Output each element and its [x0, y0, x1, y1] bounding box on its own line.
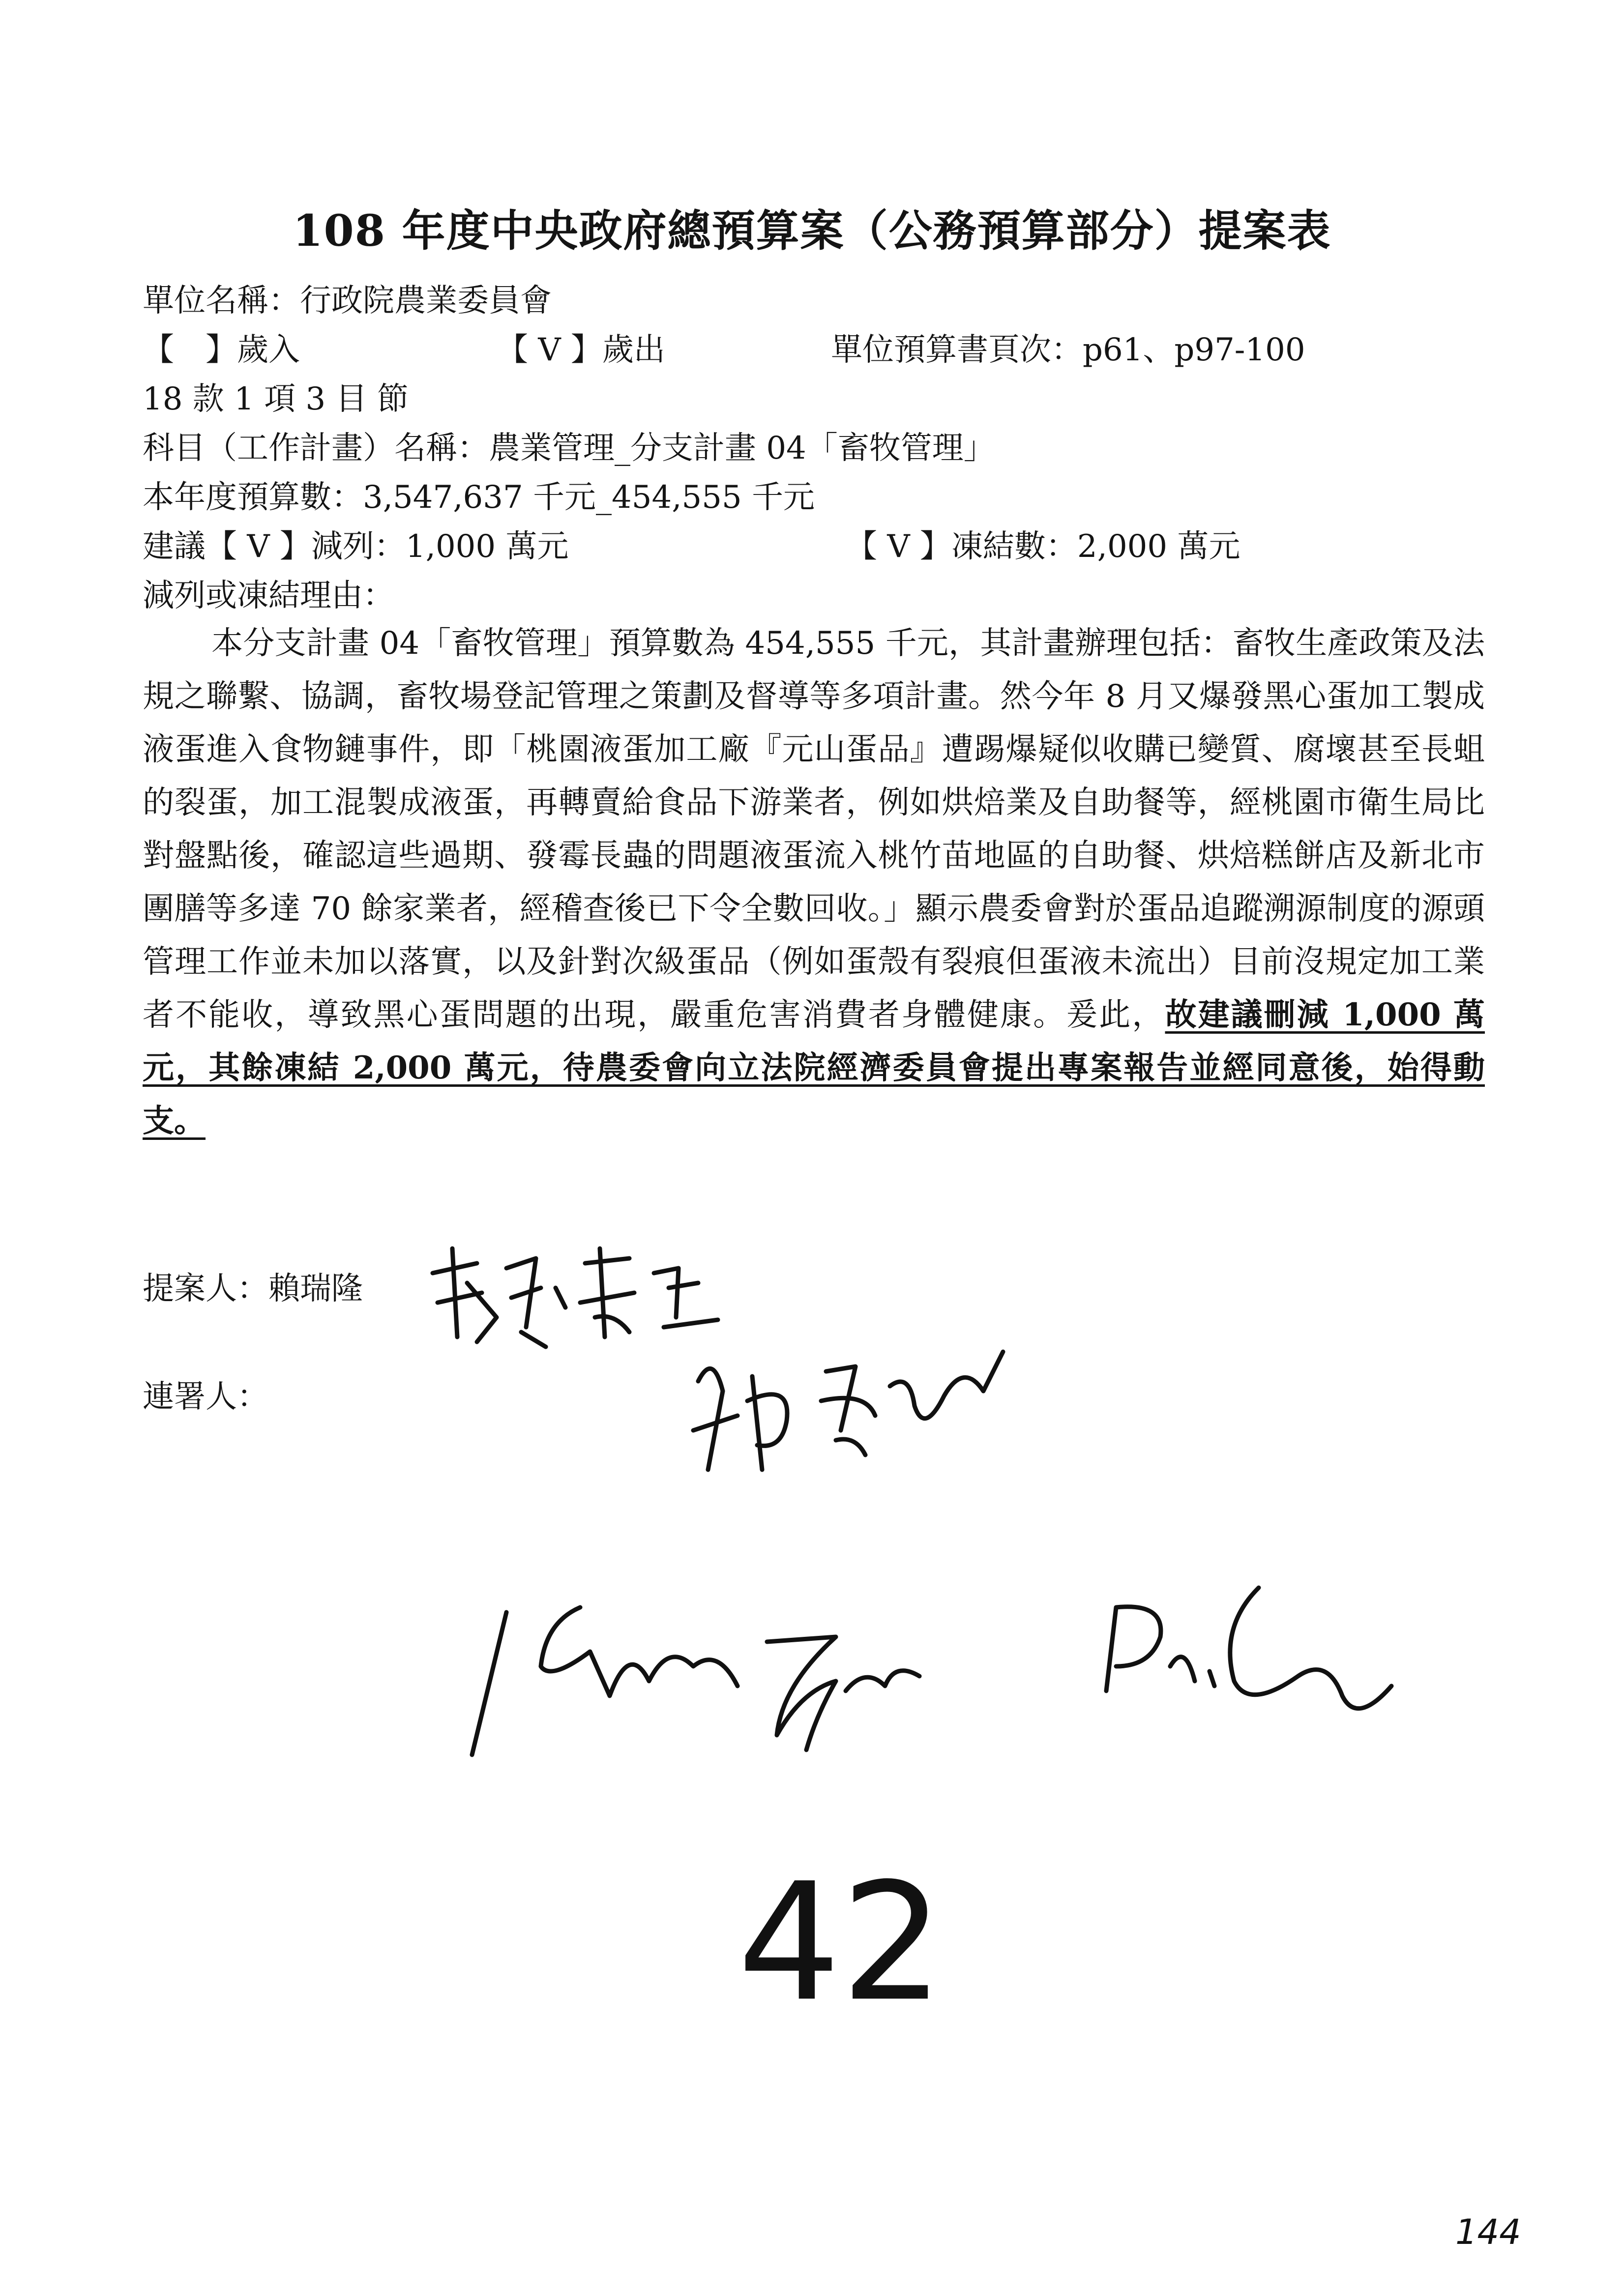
- cosigner-signature-2: [462, 1568, 1455, 1774]
- suggest-cut: 建議【 V 】減列：1,000 萬元: [143, 528, 569, 565]
- cosigner-signature-1: [679, 1322, 1023, 1499]
- suggest-freeze: 【 V 】凍結數：2,000 萬元: [846, 528, 1240, 565]
- document-title: 108 年度中央政府總預算案（公務預算部分）提案表: [293, 205, 1331, 256]
- reason-paragraph: [143, 617, 1485, 1148]
- expenditure-checkbox: 【 V 】歲出: [497, 332, 665, 368]
- subject-name: 科目（工作計畫）名稱：農業管理_分支計畫 04「畜牧管理」: [143, 430, 995, 466]
- handwritten-number: 42: [738, 1848, 944, 2037]
- page-reference: 單位預算書頁次：p61、p97-100: [831, 332, 1305, 368]
- budget-amount: 本年度預算數：3,547,637 千元_454,555 千元: [143, 479, 815, 516]
- reason-text: 本分支計畫 04「畜牧管理」預算數為 454,555 千元，其計畫辦理包括：畜牧生產政策及法規之聯繫、協調，畜牧場登記管理之策劃及督導等多項計畫。然今年 8 月又爆發黑心蛋加工製成液蛋進入食物鏈事件，即「桃園液蛋加工廠『元山蛋品』遭踢爆疑似收購已變質、腐壞甚至長蛆的裂蛋，加工混製成液蛋，再轉賣給食品下游業者，例如烘焙業及自助餐等，經桃園市衛生局比對盤點後，確認這些過期、發霉長蟲的問題液蛋流入桃竹苗地區的自助餐、烘焙糕餅店及新北市團膳等多達 70 餘家業者，經稽查後已下令全數回收。」顯示農委會對於蛋品追蹤溯源制度的源頭管理工作並未加以落實，以及針對次級蛋品（例如蛋殼有裂痕但蛋液未流出）目前沒規定加工業者不能收，導致黑心蛋問題的出現，嚴重危害消費者身體健康。爰此，: [143, 625, 1485, 1033]
- unit-name: 單位名稱：行政院農業委員會: [143, 283, 552, 319]
- proposer-label: 提案人：賴瑞隆: [143, 1271, 363, 1307]
- reason-emphasis: 故建議刪減 1,000 萬元，其餘凍結 2,000 萬元，待農委會向立法院經濟委員會提出專案報告並經同意後，始得動支。: [143, 996, 1485, 1139]
- cosigners-label: 連署人：: [143, 1379, 268, 1415]
- budget-category: 18 款 1 項 3 目 節: [143, 381, 409, 417]
- revenue-checkbox: 【 】歲入: [143, 332, 300, 368]
- reason-label: 減列或凍結理由：: [143, 578, 394, 614]
- page-number: 144: [1455, 2212, 1521, 2252]
